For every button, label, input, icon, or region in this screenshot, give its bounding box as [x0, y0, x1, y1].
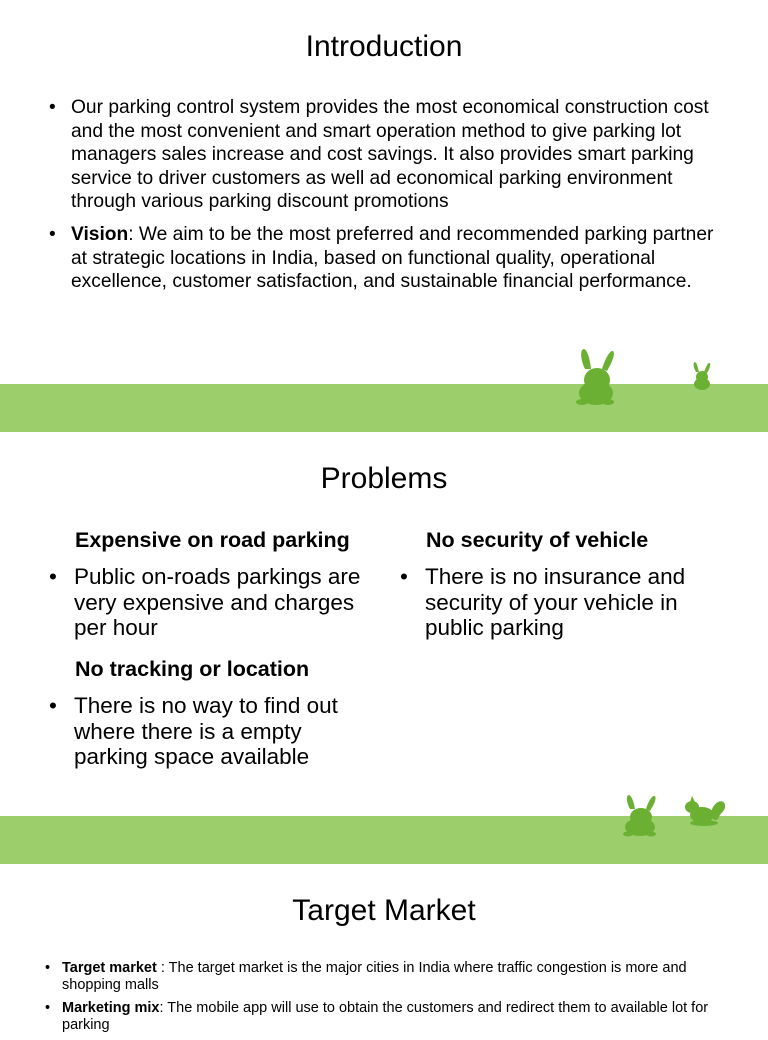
problem-bullet: [49, 564, 379, 641]
bullet-text: There is no way to find out where there is a empty parking space available: [74, 693, 338, 769]
target-market-bullet-list: [45, 960, 735, 1040]
problem-list: [49, 564, 379, 641]
problem-heading: No security of vehicle: [426, 528, 649, 552]
rabbit-icon: [574, 347, 620, 407]
target-market-bullet: [45, 960, 735, 994]
slide-introduction: [0, 0, 768, 432]
intro-bullet-1: [49, 96, 719, 214]
problem-list: [400, 564, 720, 641]
bullet-text: : The mobile app will use to obtain the customers and redirect them to available lot for parking: [62, 1000, 709, 1033]
squirrel-icon: [684, 795, 726, 827]
slide-problems: [0, 432, 768, 864]
marketing-mix-bullet: [45, 1000, 735, 1034]
bullet-bold-label: Target market: [62, 960, 157, 976]
rabbit-icon: [621, 793, 661, 837]
bullet-text: : The target market is the major cities in India where traffic congestion is more and shopping malls: [62, 960, 687, 993]
slide-target-market: [0, 864, 768, 1033]
green-ground-band: [0, 384, 768, 432]
bullet-bold-label: Marketing mix: [62, 1000, 160, 1016]
problem-heading: Expensive on road parking: [75, 528, 350, 552]
slide-title: Problems: [320, 462, 448, 495]
intro-bullet-vision: [49, 223, 719, 294]
slide-title: Introduction: [305, 30, 463, 63]
problem-bullet: [400, 564, 720, 641]
intro-bullet-list: [49, 96, 719, 303]
rabbit-icon: [690, 361, 714, 391]
bullet-text: Public on-roads parkings are very expensive and charges per hour: [74, 564, 361, 640]
problem-bullet: [49, 693, 369, 770]
bullet-text: : We aim to be the most preferred and recommended parking partner at strategic locations in India, based on functional quality, operational excellence, customer satisfaction, and sustainable financial performance.: [71, 223, 714, 293]
problem-heading: No tracking or location: [75, 657, 310, 681]
bullet-text: Our parking control system provides the most economical construction cost and the most convenient and smart operation method to give parking lot managers sales increase and cost savings. It also provides smart parking service to driver customers as well ad economical parking environment through various parking discount promotions: [71, 97, 709, 213]
bullet-bold-label: Vision: [71, 223, 129, 245]
problem-list: [49, 693, 369, 770]
slide-title: Target Market: [292, 894, 476, 927]
bullet-text: There is no insurance and security of your vehicle in public parking: [425, 564, 686, 640]
